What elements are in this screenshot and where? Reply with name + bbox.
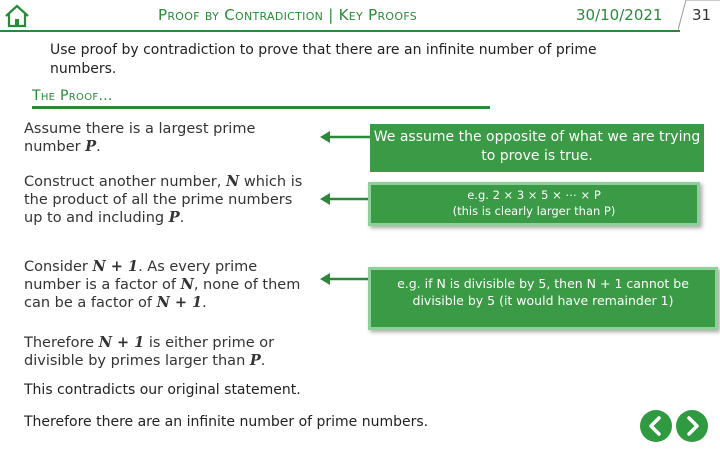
header-date: 30/10/2021: [576, 6, 663, 24]
home-icon[interactable]: [4, 4, 30, 28]
proof-step-consider: Consider N + 1. As every prime number is a factor of N, none of them can be a factor of N + 1.: [24, 258, 301, 311]
conclusion-statement: Therefore there are an infinite number of prime numbers.: [24, 414, 429, 430]
question-text: Use proof by contradiction to prove that there are an infinite number of prime numbers.: [50, 42, 597, 77]
callout-product-example: [368, 182, 700, 226]
callout-assume-opposite: We assume the opposite of what we are trying to prove is true.: [370, 124, 704, 172]
chevron-right-icon: [676, 410, 708, 442]
chevron-left-icon: [640, 410, 672, 442]
arrow-left-icon: [318, 270, 372, 288]
proof-step-therefore: Therefore N + 1 is either prime or divisible by primes larger than P.: [24, 334, 275, 369]
arrow-left-icon: [318, 190, 372, 208]
previous-slide-button[interactable]: [640, 410, 672, 442]
callout-divisible-example: e.g. if N is divisible by 5, then N + 1 cannot be divisible by 5 (it would have remainder 1): [368, 267, 718, 330]
slide-number: 31: [692, 6, 712, 24]
callout-example-line2: (this is clearly larger than P): [452, 204, 616, 218]
proof-heading-underline: [32, 106, 490, 109]
header-divider: [0, 30, 680, 32]
contradiction-statement: This contradicts our original statement.: [24, 382, 301, 398]
next-slide-button[interactable]: [676, 410, 708, 442]
proof-step-assume: Assume there is a largest prime number P.: [24, 121, 256, 155]
arrow-left-icon: [318, 128, 372, 146]
callout-example-line1: e.g. 2 × 3 × 5 × ⋯ × P: [467, 188, 601, 202]
proof-heading: The Proof…: [32, 88, 113, 104]
page-title: Proof by Contradiction | Key Proofs: [158, 6, 418, 24]
proof-step-construct: Construct another number, N which is the product of all the prime numbers up to and including P.: [24, 173, 303, 226]
